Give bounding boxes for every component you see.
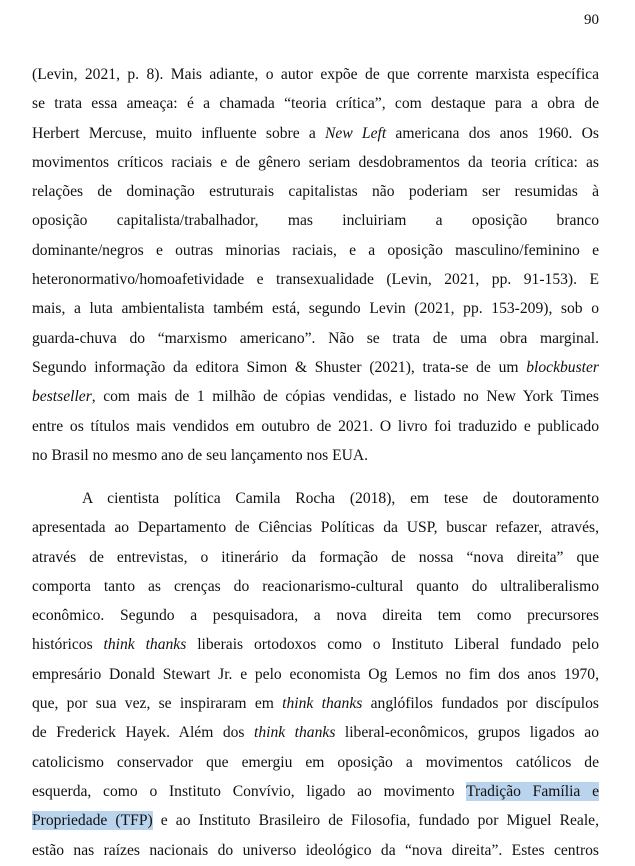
text-line: [32, 543, 599, 572]
text-line: [32, 353, 599, 382]
text-segment: heteronormativo/homoafetividade e transexualidade (Levin, 2021, pp. 91-153). E: [32, 271, 599, 289]
italic-term: New Left: [325, 124, 387, 142]
text-line: [32, 294, 599, 323]
text-segment: A cientista política Camila Rocha (2018), em tese de doutoramento: [82, 490, 599, 507]
text-segment: de Frederick Hayek. Além dos: [32, 724, 254, 742]
text-segment: , com mais de 1 milhão de cópias vendidas, e listado no New York Times: [91, 388, 599, 406]
text-segment: liberais ortodoxos como o Instituto Liberal fundado pelo: [186, 636, 600, 654]
text-segment: econômico. Segundo a pesquisadora, a nova direita tem como precursores: [32, 607, 599, 625]
text-line: [32, 660, 599, 689]
text-segment: Herbert Mercuse, muito influente sobre a: [32, 124, 325, 142]
text-segment: se trata essa ameaça: é a chamada “teoria crítica”, com destaque para a obra de: [32, 95, 599, 113]
text-line: [32, 324, 599, 353]
text-segment: esquerda, como o Instituto Convívio, ligado ao movimento: [32, 782, 467, 800]
text-segment: dominante/negros e outras minorias raciais, e a oposição masculino/feminino e: [32, 241, 599, 259]
text-line: [32, 148, 599, 177]
text-segment: (Levin, 2021, p. 8). Mais adiante, o autor expõe de que corrente marxista específica: [32, 66, 599, 83]
text-segment: que, por sua vez, se inspiraram em: [32, 695, 283, 713]
text-line: [32, 206, 599, 235]
italic-term: think thanks: [254, 724, 336, 742]
text-segment: históricos: [32, 636, 104, 654]
text-line: [32, 630, 599, 659]
paragraph-2: [32, 484, 599, 865]
text-line: [32, 513, 599, 542]
text-segment: Segundo informação da editora Simon & Shuster (2021), trata-se de um: [32, 358, 527, 376]
text-segment: anglófilos fundados por discípulos: [362, 695, 599, 713]
text-line: [32, 177, 599, 206]
text-line: [32, 601, 599, 630]
text-segment: oposição capitalista/trabalhador, mas incluiriam a oposição branco: [32, 212, 599, 230]
text-line: [32, 265, 599, 294]
highlighted-text: Propriedade (TFP): [32, 812, 153, 830]
text-segment: apresentada ao Departamento de Ciências Políticas da USP, buscar refazer, através,: [32, 519, 599, 537]
text-segment: empresário Donald Stewart Jr. e pelo economista Og Lemos no fim dos anos 1970,: [32, 665, 599, 683]
italic-term: think thanks: [282, 695, 363, 713]
text-line: [32, 89, 599, 118]
paragraph-1: [32, 60, 599, 470]
text-segment: no Brasil no mesmo ano de seu lançamento nos EUA.: [32, 446, 369, 464]
text-line: [32, 689, 599, 718]
text-line: [32, 572, 599, 601]
italic-term: bestseller: [32, 388, 92, 406]
highlighted-text: Tradição Família e: [466, 782, 599, 800]
text-segment: entre os títulos mais vendidos em outubro de 2021. O livro foi traduzido e publicado: [32, 417, 599, 435]
text-line: [32, 441, 599, 470]
text-line: [32, 484, 599, 513]
text-line: [32, 777, 599, 806]
italic-term: think thanks: [103, 636, 187, 654]
text-line: [32, 119, 599, 148]
text-line: [32, 382, 599, 411]
text-segment: guarda-chuva do “marxismo americano”. Não se trata de uma obra marginal.: [32, 329, 599, 347]
text-segment: movimentos críticos raciais e de gênero seriam desdobramentos da teoria crítica: as: [32, 153, 599, 171]
text-line: [32, 60, 599, 89]
italic-term: blockbuster: [526, 358, 599, 376]
text-segment: estão nas raízes nacionais do universo ideológico da “nova direita”. Estes centros: [32, 841, 599, 859]
page-number: 90: [584, 12, 599, 28]
text-line: [32, 836, 599, 865]
text-line: [32, 748, 599, 777]
text-segment: mais, a luta ambientalista também está, segundo Levin (2021, pp. 153-209), sob o: [32, 300, 599, 318]
text-segment: comporta tanto as crenças do reacionarismo-cultural quanto do ultraliberalismo: [32, 577, 599, 595]
text-segment: catolicismo conservador que emergiu em oposição a movimentos católicos de: [32, 753, 599, 771]
text-segment: relações de dominação estruturais capitalistas não poderiam ser resumidas à: [32, 183, 599, 201]
text-line: [32, 412, 599, 441]
text-segment: através de entrevistas, o itinerário da formação de nossa “nova direita” que: [32, 548, 599, 566]
text-segment: liberal-econômicos, grupos ligados ao: [335, 724, 599, 742]
text-line: [32, 718, 599, 747]
text-line: [32, 236, 599, 265]
text-line: [32, 806, 599, 835]
text-segment: e ao Instituto Brasileiro de Filosofia, fundado por Miguel Reale,: [152, 812, 599, 830]
text-segment: americana dos anos 1960. Os: [386, 124, 599, 142]
